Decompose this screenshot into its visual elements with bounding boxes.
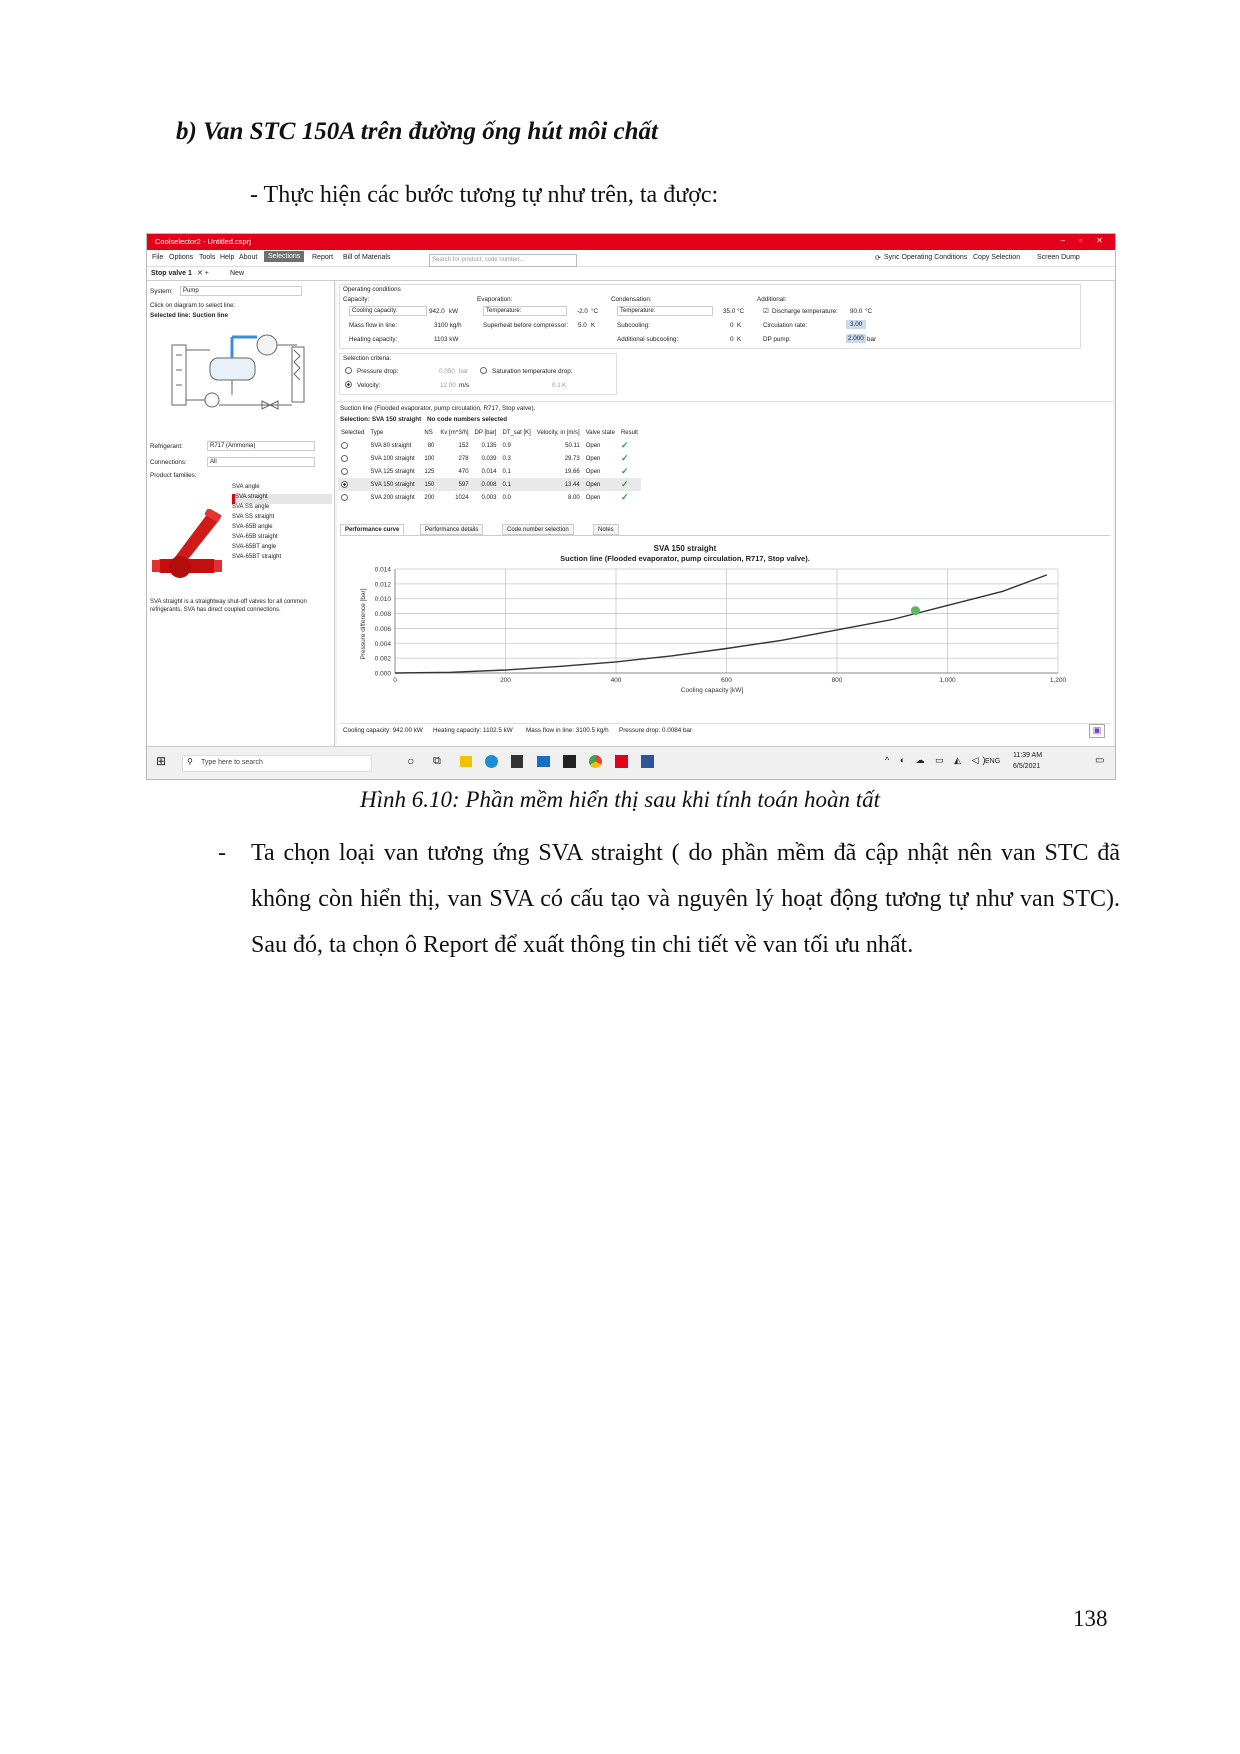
product-description: SVA straight is a straightway shut-off valves for all common refrigerants. SVA has direct coupled connections.: [150, 599, 307, 613]
software-screenshot: [146, 233, 1116, 780]
table-row[interactable]: [338, 491, 641, 504]
cell-dp: 0.003: [481, 494, 497, 501]
system-select[interactable]: Pump: [180, 286, 302, 296]
search-input[interactable]: Search for product, code number...: [429, 254, 577, 267]
mail-icon[interactable]: [537, 756, 550, 767]
status-cooling: Cooling capacity: 942.00 kW: [343, 727, 423, 734]
mass-flow-value: 3100 kg/h: [434, 322, 462, 329]
y-tick-label: 0.014: [374, 566, 391, 574]
menu-about[interactable]: About: [239, 254, 258, 261]
notion-icon[interactable]: [563, 755, 576, 768]
family-item[interactable]: SVA-65B angle: [232, 524, 273, 530]
check-icon: ✓: [620, 440, 629, 450]
discharge-unit: °C: [865, 308, 873, 315]
discharge-checkbox[interactable]: ☑: [763, 308, 769, 315]
search-icon: ⚲: [187, 757, 193, 766]
y-tick-label: 0.008: [374, 611, 391, 619]
check-icon: ✓: [618, 478, 641, 491]
operating-point[interactable]: [911, 606, 920, 615]
x-tick-label: 400: [610, 677, 622, 684]
chart-subtitle: Suction line (Flooded evaporator, pump circulation, R717, Stop valve).: [560, 554, 810, 563]
clock-date[interactable]: 6/5/2021: [1013, 763, 1041, 770]
body-paragraph: [218, 830, 1120, 968]
subcooling-unit: K: [737, 322, 742, 329]
condensation-label: Condensation:: [611, 296, 652, 303]
refrigerant-label: Refrigerant:: [150, 443, 183, 450]
sync-icon: ⟳: [875, 255, 881, 262]
evaporation-label: Evaporation:: [477, 296, 513, 303]
notification-icon[interactable]: ▭: [1095, 755, 1105, 766]
add-subcooling-label: Additional subcooling:: [617, 336, 679, 343]
menu-help[interactable]: Help: [220, 254, 235, 261]
subcooling-value[interactable]: 0: [730, 322, 734, 329]
tab-code-number-selection[interactable]: Code number selection: [502, 524, 574, 535]
left-panel: [147, 281, 335, 746]
y-tick-label: 0.000: [374, 670, 391, 678]
clock-time[interactable]: 11:39 AM: [1013, 752, 1043, 759]
close-tab-icon[interactable]: ✕ +: [197, 270, 209, 277]
cell-velocity: 29.73: [564, 455, 580, 462]
chart-title: SVA 150 straight: [653, 544, 717, 553]
cell-state: Open: [585, 455, 601, 462]
table-row[interactable]: [338, 465, 641, 478]
valve-image: [150, 509, 232, 591]
cond-temp-value[interactable]: 35.0: [723, 308, 736, 315]
check-icon: ✓: [620, 453, 629, 463]
cell-kv: 597: [437, 478, 471, 491]
refrigerant-select[interactable]: R717 (Ammonia): [207, 441, 315, 451]
row-radio-selected[interactable]: [338, 478, 367, 491]
file-explorer-icon[interactable]: [460, 756, 472, 767]
x-tick-label: 200: [500, 677, 511, 684]
row-radio[interactable]: [338, 465, 367, 478]
edge-icon[interactable]: [485, 755, 498, 768]
chart-grid: [395, 569, 1058, 673]
y-tick-label: 0.010: [374, 596, 391, 604]
cell-kv: 1024: [455, 494, 469, 501]
selected-line: Selected line: Suction line: [150, 312, 229, 319]
x-tick-label: 0: [393, 677, 397, 684]
superheat-unit: K: [591, 322, 596, 329]
status-heating: Heating capacity: 1102.5 kW: [433, 727, 513, 734]
cell-dt: 0.3: [502, 455, 511, 462]
menu-selections[interactable]: Selections: [264, 251, 304, 262]
cell-velocity: 50.11: [565, 442, 580, 449]
status-mass-flow: Mass flow in line: 3100.5 kg/h: [526, 727, 609, 734]
family-item[interactable]: SVA angle: [232, 484, 260, 490]
diagram-hint: Click on diagram to select line:: [150, 302, 236, 309]
heating-value: 1103 kW: [434, 336, 459, 343]
sat-drop-unit: K: [562, 382, 567, 389]
tab-stop-valve[interactable]: Stop valve 1: [151, 270, 192, 277]
pressure-drop-label: Pressure drop:: [357, 368, 399, 375]
capacity-label: Capacity:: [343, 296, 370, 303]
chart-xlabel: Cooling capacity [kW]: [680, 687, 744, 694]
menu-bill-of-materials[interactable]: Bill of Materials: [343, 254, 391, 261]
cond-unit: °C: [737, 308, 745, 315]
velocity-unit: m/s: [459, 382, 470, 389]
list-dash: -: [218, 840, 226, 866]
cell-type: SVA 100 straight: [370, 455, 415, 462]
windows-start-icon[interactable]: ⊞: [156, 754, 167, 768]
window-controls[interactable]: – ▫ ✕: [1060, 236, 1109, 245]
pressure-drop-value[interactable]: 0.050: [439, 368, 455, 375]
superheat-value[interactable]: 5.0: [578, 322, 587, 329]
page-number: 138: [1073, 1606, 1108, 1631]
velocity-radio[interactable]: [345, 381, 352, 388]
evap-temp-select[interactable]: Temperature:: [483, 306, 567, 316]
menu-options[interactable]: Options: [169, 254, 194, 261]
store-icon[interactable]: [511, 755, 523, 768]
title-bar: [147, 234, 1115, 250]
table-header-row: [338, 426, 641, 439]
velocity-label: Velocity:: [357, 382, 381, 389]
connections-select[interactable]: All: [207, 457, 315, 467]
cell-ns: 100: [424, 455, 435, 462]
cooling-capacity-select[interactable]: Cooling capacity:: [349, 306, 427, 316]
cond-temp-select[interactable]: Temperature:: [617, 306, 713, 316]
family-item-selected[interactable]: SVA straight: [232, 494, 332, 504]
cell-state: Open: [585, 442, 601, 449]
section-heading: b) Van STC 150A trên đường ống hút môi chất: [176, 118, 658, 145]
table-row[interactable]: [338, 439, 641, 452]
circulation-label: Circulation rate:: [763, 322, 808, 329]
heating-label: Heating capacity:: [349, 336, 398, 343]
cooling-value[interactable]: 942.0: [429, 308, 445, 315]
row-radio[interactable]: [338, 439, 367, 452]
family-item[interactable]: SVA SS angle: [232, 504, 270, 510]
cell-dp: 0.039: [481, 455, 497, 462]
discharge-label: Discharge temperature:: [772, 308, 838, 315]
pressure-drop-radio[interactable]: [345, 367, 352, 374]
cell-state: Open: [585, 468, 601, 475]
menu-tools[interactable]: Tools: [199, 254, 216, 261]
row-radio[interactable]: [338, 452, 367, 465]
cell-dp: 0.014: [481, 468, 497, 475]
word-icon[interactable]: [641, 755, 654, 768]
col-valve-state[interactable]: Valve state: [585, 429, 615, 436]
col-type[interactable]: Type: [370, 429, 384, 436]
results-line-info: Suction line (Flooded evaporator, pump circulation, R717, Stop valve).: [340, 405, 536, 412]
col-dt-sat[interactable]: DT_sat [K]: [502, 429, 531, 436]
task-view-icon[interactable]: ⧉: [433, 755, 441, 767]
col-dp[interactable]: DP [bar]: [474, 429, 497, 436]
results-selection: Selection: SVA 150 straight: [340, 416, 422, 423]
velocity-value[interactable]: 12.00: [440, 382, 456, 389]
taskbar: [147, 746, 1115, 779]
cell-velocity: 8.00: [568, 494, 580, 501]
additional-label: Additional:: [757, 296, 787, 303]
check-icon: ✓: [620, 466, 629, 476]
divider: [340, 723, 1110, 724]
tab-notes[interactable]: Notes: [593, 524, 619, 535]
family-item[interactable]: SVA SS straight: [232, 514, 275, 520]
y-tick-label: 0.004: [374, 640, 391, 648]
tray-icons[interactable]: ^ ◐ ☁ ▭ ◭ ◁): [885, 755, 990, 765]
cell-kv: 470: [458, 468, 469, 475]
sat-drop-value[interactable]: 0.1: [552, 382, 561, 389]
chrome-icon[interactable]: [589, 755, 602, 768]
x-tick-label: 1,000: [939, 677, 956, 684]
sync-button[interactable]: Sync Operating Conditions: [884, 254, 968, 261]
circulation-value[interactable]: 3.00: [846, 320, 866, 329]
dp-pump-label: DP pump:: [763, 336, 791, 343]
families-list: [232, 484, 332, 564]
dp-pump-unit: bar: [867, 336, 877, 343]
cell-type: SVA 125 straight: [370, 468, 415, 475]
col-velocity[interactable]: Velocity, in [m/s]: [536, 429, 580, 436]
cell-state: Open: [585, 494, 601, 501]
results-no-code: No code numbers selected: [427, 416, 508, 423]
col-ns[interactable]: NS: [424, 429, 433, 436]
col-selected[interactable]: Selected: [341, 429, 365, 436]
copy-selection-button[interactable]: Copy Selection: [973, 254, 1021, 261]
results-table: [338, 426, 641, 504]
cell-dt: 0.9: [502, 442, 511, 449]
y-tick-label: 0.006: [374, 625, 391, 633]
cell-ns: 150: [421, 478, 437, 491]
cell-type: SVA 200 straight: [370, 494, 415, 501]
bottom-tabs: [340, 524, 1110, 536]
discharge-value[interactable]: 90.0: [850, 308, 863, 315]
connections-label: Connections:: [150, 459, 187, 466]
cell-ns: 200: [424, 494, 435, 501]
dp-pump-value[interactable]: 2.000: [848, 335, 864, 342]
taskbar-search[interactable]: Type here to search: [182, 755, 372, 772]
cell-dt: 0.1: [499, 478, 533, 491]
table-row[interactable]: [338, 452, 641, 465]
cell-kv: 152: [458, 442, 469, 449]
sat-drop-label: Saturation temperature drop:: [492, 368, 573, 375]
y-tick-label: 0.012: [374, 581, 391, 589]
cell-ns: 80: [427, 442, 435, 449]
col-result[interactable]: Result: [620, 429, 638, 436]
screen-dump-button[interactable]: Screen Dump: [1037, 254, 1080, 261]
tab-performance-details[interactable]: Performance details: [420, 524, 483, 535]
system-label: System:: [150, 288, 173, 295]
cell-kv: 278: [458, 455, 469, 462]
evap-temp-value[interactable]: -2.0: [577, 308, 588, 315]
menu-file[interactable]: File: [152, 254, 164, 261]
cell-dp: 0.135: [481, 442, 497, 449]
x-tick-label: 1,200: [1049, 677, 1067, 684]
paragraph-text: Ta chọn loại van tương ứng SVA straight ( do phần mềm đã cập nhật nên van STC đã không còn hiển thị, van SVA có cấu tạo và nguyên lý hoạt động tương tự như van STC). Sau đó, ta chọn ô Report để xuất thông tin chi tiết về van tối ưu nhất.: [251, 840, 1120, 958]
cell-velocity: 13.44: [534, 478, 583, 491]
x-tick-label: 800: [831, 677, 843, 684]
cell-dp: 0.008: [472, 478, 500, 491]
language-indicator[interactable]: ENG: [985, 758, 1001, 765]
cell-type: SVA 150 straight: [367, 478, 421, 491]
subcooling-label: Subcooling:: [617, 322, 650, 329]
window-title: Coolselector2 - Untitled.csprj: [155, 237, 251, 246]
performance-chart: [340, 539, 1076, 707]
menu-report[interactable]: Report: [312, 254, 334, 261]
coolselector-icon[interactable]: [615, 755, 628, 768]
status-pressure-drop: Pressure drop: 0.0084 bar: [619, 727, 693, 734]
main-panel: [337, 281, 1113, 746]
criteria-title: Selection criteria:: [343, 355, 392, 362]
family-item[interactable]: SVA-65BT angle: [232, 544, 277, 550]
family-item[interactable]: SVA-65BT straight: [232, 554, 282, 560]
system-diagram[interactable]: [162, 325, 312, 425]
intro-text: - Thực hiện các bước tương tự như trên, ta được:: [250, 182, 719, 208]
family-item[interactable]: SVA-65B straight: [232, 534, 278, 540]
mass-flow-label: Mass flow in line:: [349, 322, 397, 329]
families-label: Product families:: [150, 472, 197, 479]
superheat-label: Superheat before compressor:: [483, 322, 569, 329]
cell-type: SVA 80 straight: [370, 442, 412, 449]
row-radio[interactable]: [338, 491, 367, 504]
tab-bar: [147, 267, 1115, 281]
cell-velocity: 19.66: [564, 468, 580, 475]
check-icon: ✓: [620, 492, 629, 502]
evap-unit: °C: [591, 308, 599, 315]
cell-dt: 0.0: [502, 494, 511, 501]
tab-performance-curve[interactable]: Performance curve: [340, 524, 404, 535]
divider: [337, 401, 1113, 402]
save-icon[interactable]: ▣: [1089, 724, 1105, 738]
add-subcooling-value[interactable]: 0: [730, 336, 734, 343]
figure-caption: Hình 6.10: Phần mềm hiển thị sau khi tính toán hoàn tất: [359, 787, 880, 812]
table-row-selected[interactable]: [338, 478, 641, 491]
tab-new[interactable]: New: [230, 270, 245, 277]
cell-ns: 125: [424, 468, 435, 475]
menu-bar: [147, 250, 1115, 267]
cooling-unit: kW: [449, 308, 459, 315]
cell-state: Open: [583, 478, 618, 491]
y-tick-label: 0.002: [374, 655, 391, 663]
cortana-icon[interactable]: ○: [407, 754, 415, 768]
x-tick-label: 600: [721, 677, 732, 684]
chart-ylabel: Pressure difference [bar]: [360, 588, 367, 660]
cell-dt: 0.1: [502, 468, 511, 475]
add-subcooling-unit: K: [737, 336, 742, 343]
pressure-drop-unit: bar: [459, 368, 469, 375]
sat-drop-radio[interactable]: [480, 367, 487, 374]
col-kv[interactable]: Kv [m^3/h]: [440, 429, 469, 436]
oc-title: Operating conditions: [343, 286, 401, 293]
